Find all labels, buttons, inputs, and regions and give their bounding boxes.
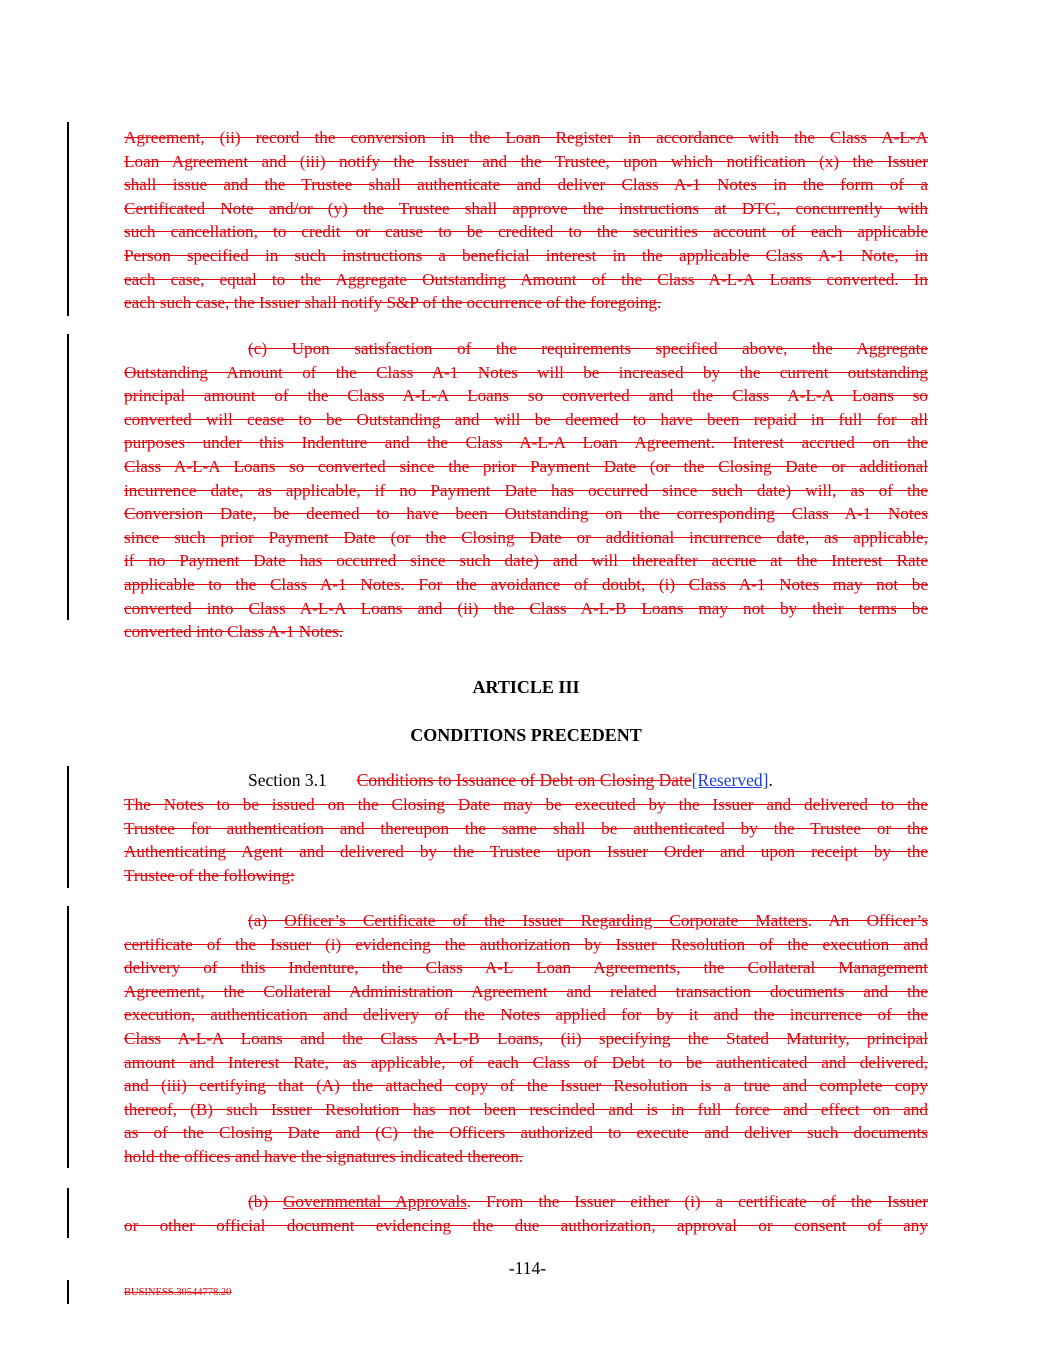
deleted-paragraph-a: [124, 909, 928, 1169]
text-line: (c) Upon satisfaction of the requirements specified above, the Aggregate: [248, 339, 928, 358]
text-line: purposes under this Indenture and the Class A-L-A Loan Agreement. Interest accrued on the: [124, 433, 928, 453]
text-line: [124, 909, 928, 933]
text-line: Person specified in such instructions a beneficial interest in the applicable Class A-1 Note, in: [124, 245, 928, 265]
text-line: Class A-L-A Loans so converted since the prior Payment Date (or the Closing Date or additional: [124, 456, 928, 476]
text-line: certificate of the Issuer (i) evidencing the authorization by Issuer Resolution of the execution and: [124, 934, 928, 954]
text-line: converted into Class A-1 Notes.: [124, 622, 344, 642]
text-line: Conversion Date, be deemed to have been Outstanding on the corresponding Class A-1 Notes: [124, 504, 928, 524]
item-heading: Officer’s Certificate of the Issuer Regarding Corporate Matters: [284, 911, 808, 930]
page-number: -114-: [508, 1258, 547, 1278]
text-line: incurrence date, as applicable, if no Payment Date has occurred since such date) will, as of the: [124, 480, 928, 500]
text-line: principal amount of the Class A-L-A Loans so converted and the Class A-L-A Loans so: [124, 386, 928, 406]
text-line: converted will cease to be Outstanding and will be deemed to have been repaid in full for all: [124, 409, 928, 429]
section-title: [248, 770, 773, 791]
section-old-title: Conditions to Issuance of Debt on Closing Date: [356, 770, 692, 790]
change-bar: [67, 1188, 69, 1238]
text-line: or other official document evidencing the due authorization, approval or consent of any: [124, 1215, 928, 1235]
text-line: Authenticating Agent and delivered by the Trustee upon Issuer Order and upon receipt by the: [124, 842, 928, 862]
change-bar: [67, 122, 69, 316]
section-new-title: [Reserved]: [691, 770, 769, 790]
text-line: converted into Class A-L-A Loans and (ii) the Class A-L-B Loans may not by their terms be: [124, 598, 928, 618]
deleted-paragraph-b: [124, 1190, 928, 1237]
text-line: Loan Agreement and (iii) notify the Issuer and the Trustee, upon which notification (x) the Issuer: [124, 151, 928, 171]
text-line: Class A-L-A Loans and the Class A-L-B Loans, (ii) specifying the Stated Maturity, principal: [124, 1028, 928, 1048]
item-text: . From the Issuer either (i) a certificate of the Issuer: [466, 1192, 928, 1211]
text-line: hold the offices and have the signatures indicated thereon.: [124, 1146, 524, 1166]
text-line: Outstanding Amount of the Class A-1 Notes will be increased by the current outstanding: [124, 362, 928, 382]
text-line: and (iii) certifying that (A) the attached copy of the Issuer Resolution is a true and complete copy: [124, 1076, 928, 1096]
text-line: amount and Interest Rate, as applicable, of each Class of Debt to be authenticated and delivered,: [124, 1052, 928, 1072]
text-line: Agreement, (ii) record the conversion in the Loan Register in accordance with the Class A-L-A: [124, 128, 928, 147]
text-line: Certificated Note and/or (y) the Trustee shall approve the instructions at DTC, concurrently with: [124, 198, 928, 218]
item-heading: Governmental Approvals: [283, 1192, 467, 1211]
text-line: since such prior Payment Date (or the Closing Date or additional incurrence date, as applicable,: [124, 527, 928, 547]
text-line: as of the Closing Date and (C) the Officers authorized to execute and deliver such documents: [124, 1123, 928, 1143]
text-line: each case, equal to the Aggregate Outstanding Amount of the Class A-L-A Loans converted. In: [124, 269, 928, 289]
change-bar: [67, 766, 69, 888]
deleted-paragraph-conversion: [124, 126, 928, 315]
article-heading: ARTICLE III: [472, 677, 580, 697]
text-line: each such case, the Issuer shall notify S&P of the occurrence of the foregoing.: [124, 293, 662, 313]
text-line: applicable to the Class A-1 Notes. For the avoidance of doubt, (i) Class A-1 Notes may not be: [124, 574, 928, 594]
section-period: .: [768, 770, 773, 790]
deleted-paragraph-notes-issued: [124, 793, 928, 887]
text-line: [124, 1190, 928, 1214]
text-line: delivery of this Indenture, the Class A-L Loan Agreements, the Collateral Management: [124, 958, 928, 978]
text-line: The Notes to be issued on the Closing Date may be executed by the Issuer and delivered to the: [124, 795, 928, 814]
item-text: . An Officer’s: [807, 911, 928, 930]
section-number: Section 3.1: [248, 770, 327, 790]
text-line: Agreement, the Collateral Administration Agreement and related transaction documents and the: [124, 981, 928, 1001]
document-id: BUSINESS.30544778.20: [124, 1287, 232, 1298]
change-bar: [67, 1280, 69, 1304]
text-line: Trustee for authentication and thereupon the same shall be authenticated by the Trustee or the: [124, 818, 928, 838]
article-title: CONDITIONS PRECEDENT: [410, 725, 642, 745]
item-label: (b): [248, 1192, 283, 1211]
change-bar: [67, 334, 69, 620]
deleted-paragraph-c: [124, 337, 928, 644]
text-line: shall issue and the Trustee shall authenticate and deliver Class A-1 Notes in the form of a: [124, 175, 928, 195]
text-line: such cancellation, to credit or cause to be credited to the securities account of each applicable: [124, 222, 928, 242]
text-line: if no Payment Date has occurred since such date) and will thereafter accrue at the Interest Rate: [124, 551, 928, 571]
text-line: Trustee of the following:: [124, 865, 295, 885]
item-label: (a): [248, 911, 285, 930]
text-line: execution, authentication and delivery of the Notes applied for by it and the incurrence of the: [124, 1005, 928, 1025]
change-bar: [67, 906, 69, 1168]
text-line: thereof, (B) such Issuer Resolution has not been rescinded and is in full force and effect on and: [124, 1099, 928, 1119]
